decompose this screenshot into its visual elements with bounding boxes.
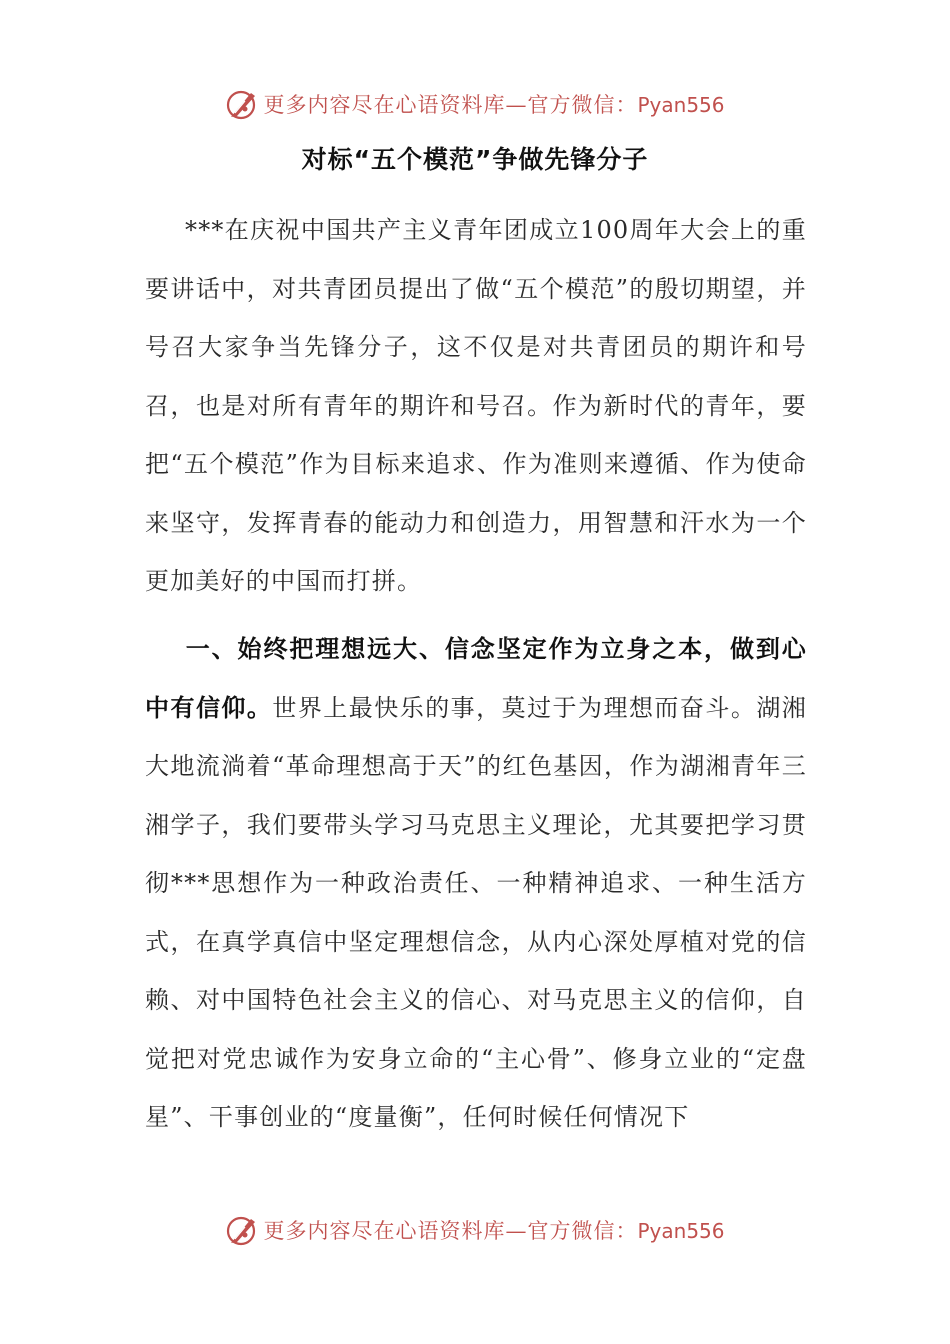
- section-one-body: 世界上最快乐的事，莫过于为理想而奋斗。湖湘大地流淌着“革命理想高于天”的红色基因，作为湖湘青年三湘学子，我们要带头学习马克思主义理论，尤其要把学习贯彻***思想作为一种政治责任、一种精神追求、一种生活方式，在真学真信中坚定理想信念，从内心深处厚植对党的信赖、对中国特色社会主义的信心、对马克思主义的信仰，自觉把对党忠诚作为安身立命的“主心骨”、修身立业的“定盘星”、干事创业的“度量衡”，任何时候任何情况下: [145, 693, 807, 1131]
- footer-banner-text: 更多内容尽在心语资料库—官方微信：Pyan556: [263, 1219, 725, 1243]
- quill-pen-logo-icon: [225, 87, 259, 121]
- footer-watermark-banner: [0, 1210, 950, 1250]
- section-one-paragraph: [145, 620, 807, 1147]
- header-watermark-banner: [0, 84, 950, 124]
- quill-pen-logo-icon: [225, 1213, 259, 1247]
- document-title: 对标“五个模范”争做先锋分子: [301, 145, 649, 174]
- header-banner-text: 更多内容尽在心语资料库—官方微信：Pyan556: [263, 93, 725, 117]
- intro-paragraph: ***在庆祝中国共产主义青年团成立100周年大会上的重要讲话中，对共青团员提出了做“五个模范”的殷切期望，并号召大家争当先锋分子，这不仅是对共青团员的期许和号召，也是对所有青年的期许和号召。作为新时代的青年，要把“五个模范”作为目标来追求、作为准则来遵循、作为使命来坚守，发挥青春的能动力和创造力，用智慧和汗水为一个更加美好的中国而打拼。: [145, 216, 807, 595]
- section-one-heading: 一、始终把理想远大、信念坚定作为立身之本，做到心中有信仰。: [145, 635, 807, 722]
